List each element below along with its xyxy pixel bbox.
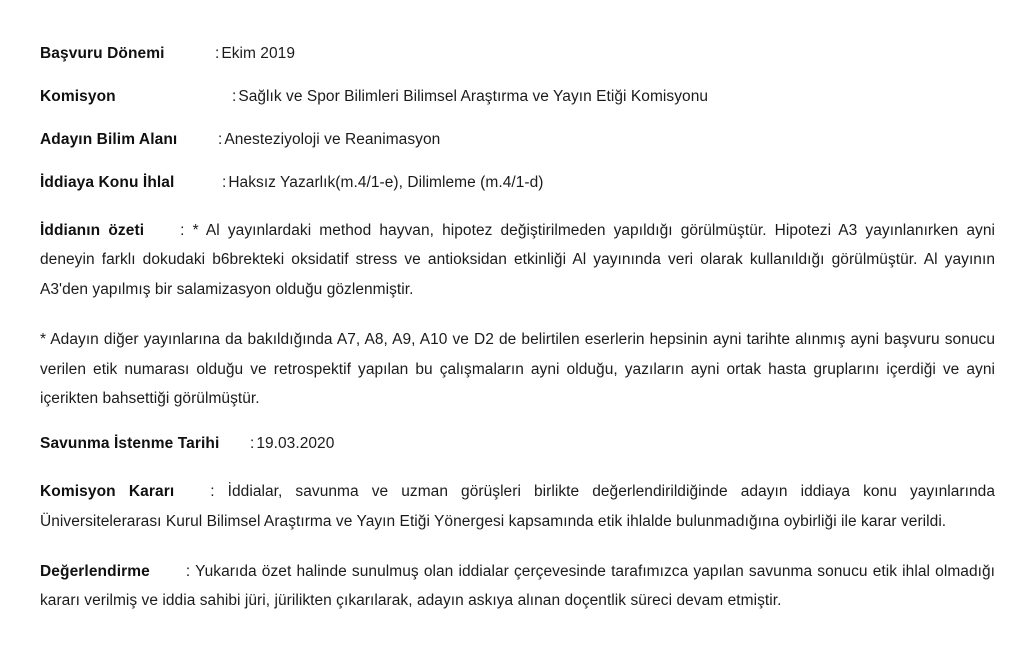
field-label-savunma-istenme-tarihi: Savunma İstenme Tarihi bbox=[40, 435, 220, 453]
field-value-komisyon: Sağlık ve Spor Bilimleri Bilimsel Araştırma ve Yayın Etiği Komisyonu bbox=[238, 87, 709, 105]
field-row-iddiaya-konu-ihlal bbox=[40, 173, 995, 194]
field-separator: : bbox=[222, 173, 227, 191]
field-separator: : bbox=[232, 87, 237, 105]
section-separator: : bbox=[210, 483, 215, 501]
field-row-savunma-istenme-tarihi bbox=[40, 434, 995, 455]
section-label-iddianin-ozeti: İddianın özeti bbox=[40, 221, 145, 239]
field-row-komisyon bbox=[40, 87, 995, 108]
field-label-basvuru-donemi: Başvuru Dönemi bbox=[40, 45, 165, 62]
section-label-komisyon-karari: Komisyon Kararı bbox=[40, 483, 175, 501]
section-komisyon-karari bbox=[40, 477, 995, 537]
field-label-komisyon: Komisyon bbox=[40, 87, 116, 105]
field-label-adayin-bilim-alani: Adayın Bilim Alanı bbox=[40, 130, 178, 148]
section-iddianin-ozeti bbox=[40, 216, 995, 305]
section-separator: : bbox=[185, 562, 191, 580]
document-body bbox=[40, 44, 995, 616]
field-row-basvuru-donemi bbox=[40, 44, 995, 65]
section-text-degerlendirme: Yukarıda özet halinde sunulmuş olan iddialar çerçevesinde tarafımızca yapılan savunma sonucu etik ihlal olmadığı kararı verilmiş ve iddia sahibi jüri, jürilikten çıkarılarak, adayın askıya alınan doçentlik süreci devam etmiştir. bbox=[40, 562, 996, 610]
field-row-adayin-bilim-alani bbox=[40, 130, 995, 151]
field-value-savunma-istenme-tarihi: 19.03.2020 bbox=[256, 435, 335, 453]
field-separator: : bbox=[215, 45, 220, 62]
field-value-adayin-bilim-alani: Anesteziyoloji ve Reanimasyon bbox=[224, 130, 441, 148]
field-label-iddiaya-konu-ihlal: İddiaya Konu İhlal bbox=[40, 173, 175, 191]
section-separator: : bbox=[180, 221, 185, 239]
paragraph-text: * Adayın diğer yayınlarına da bakıldığında A7, A8, A9, A10 ve D2 de belirtilen eserlerin hepsinin ayni tarihte alınmış ayni başvuru sonucu verilen etik numarası olduğu ve retrospektif yapılan bu çalışmaların ayni olduğu, yazıların ayni ortak hasta gruplarını içerdiği ve ayni içerikten bahsettiği görülmüştür. bbox=[40, 330, 995, 408]
field-value-iddiaya-konu-ihlal: Haksız Yazarlık(m.4/1-e), Dilimleme (m.4/1-d) bbox=[228, 173, 544, 191]
section-degerlendirme bbox=[40, 557, 995, 617]
field-separator: : bbox=[218, 130, 223, 148]
field-value-basvuru-donemi: Ekim 2019 bbox=[221, 45, 295, 62]
section-label-degerlendirme: Değerlendirme bbox=[40, 562, 150, 580]
field-separator: : bbox=[250, 435, 255, 453]
section-text-komisyon-karari: İddialar, savunma ve uzman görüşleri birlikte değerlendirildiğinde adayın iddiaya konu yayınlarında Üniversitelerarası Kurul Bilimsel Araştırma ve Yayın Etiği Yönergesi kapsamında etik ihlalde bulunmadığına oybirliği ile karar verildi. bbox=[40, 483, 995, 530]
paragraph-iddianin-ozeti-2 bbox=[40, 325, 995, 414]
section-text-iddianin-ozeti: * Al yayınlardaki method hayvan, hipotez değiştirilmeden yapıldığı görülmüştür. Hipotezi A3 yayınlanırken ayni deneyin farklı dokudaki b6brekteki oksidatif stress ve antioksidan etkinliği Al yayınında veri olarak kullanıldığı görülmüştür. Al yayının A3'den yapılmış bir salamizasyon olduğu gözlenmiştir. bbox=[40, 221, 995, 299]
